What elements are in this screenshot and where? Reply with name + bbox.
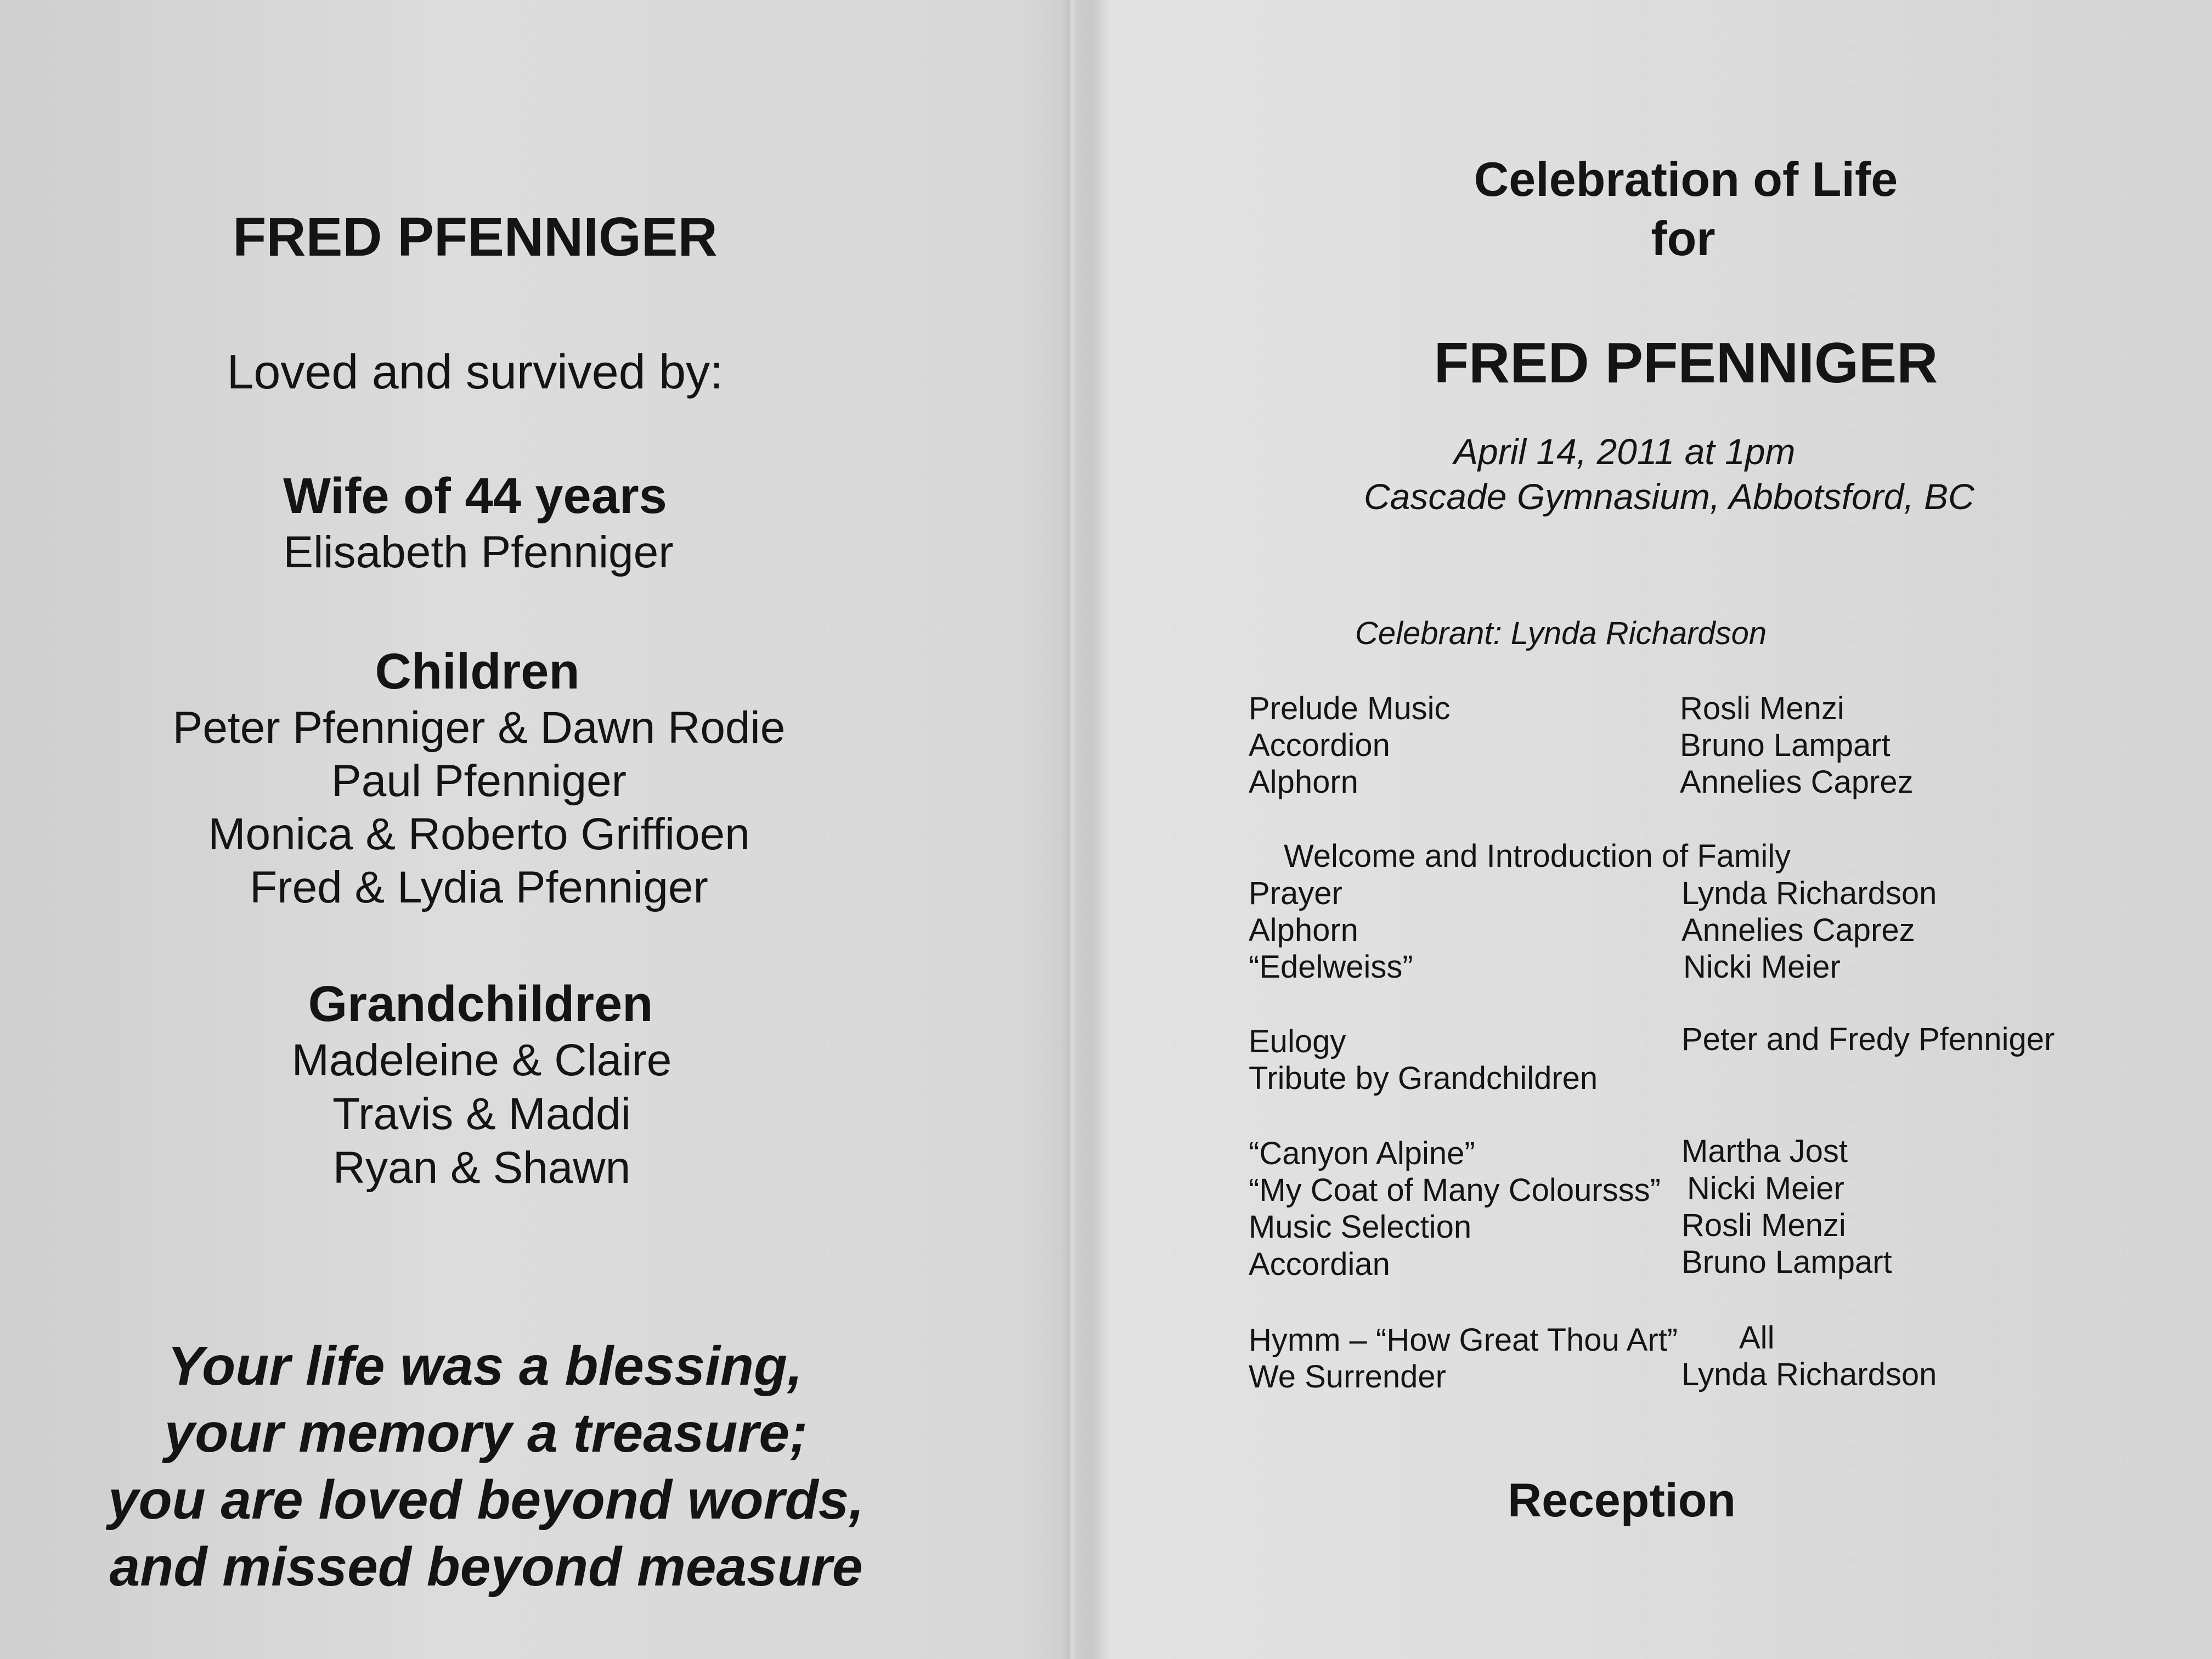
program-item: Alphorn bbox=[1249, 912, 1358, 948]
program-item: Accordion bbox=[1249, 727, 1390, 763]
reception-heading: Reception bbox=[1508, 1474, 1736, 1527]
program-item: “Canyon Alpine” bbox=[1249, 1136, 1475, 1171]
program-item: “Edelweiss” bbox=[1249, 949, 1413, 985]
program-item: “My Coat of Many Coloursss” bbox=[1249, 1172, 1661, 1208]
grandchild-entry: Travis & Maddi bbox=[332, 1089, 631, 1139]
program-item: Welcome and Introduction of Family bbox=[1284, 838, 1791, 874]
memorial-quote-line: Your life was a blessing, bbox=[167, 1335, 803, 1397]
program-item: Accordian bbox=[1249, 1246, 1390, 1282]
program-person: Rosli Menzi bbox=[1680, 691, 1844, 726]
program-person: Annelies Caprez bbox=[1681, 912, 1915, 948]
grandchildren-heading: Grandchildren bbox=[308, 976, 653, 1032]
left-page bbox=[0, 0, 1064, 1659]
program-person: Nicki Meier bbox=[1687, 1171, 1844, 1206]
program-person: Lynda Richardson bbox=[1681, 876, 1937, 911]
survived-by-intro: Loved and survived by: bbox=[227, 345, 724, 399]
program-item: Music Selection bbox=[1249, 1209, 1472, 1245]
memorial-quote-line: and missed beyond measure bbox=[109, 1536, 863, 1598]
deceased-name: FRED PFENNIGER bbox=[233, 206, 718, 268]
wife-name: Elisabeth Pfenniger bbox=[283, 527, 674, 577]
child-entry: Monica & Roberto Griffioen bbox=[208, 809, 750, 859]
children-heading: Children bbox=[375, 644, 580, 699]
program-item: Tribute by Grandchildren bbox=[1249, 1060, 1598, 1096]
program-item: Alphorn bbox=[1249, 764, 1358, 800]
service-location: Cascade Gymnasium, Abbotsford, BC bbox=[1364, 476, 1974, 517]
right-page bbox=[1075, 0, 2212, 1659]
program-item: Prayer bbox=[1249, 876, 1342, 911]
grandchild-entry: Ryan & Shawn bbox=[332, 1143, 631, 1193]
program-item: Prelude Music bbox=[1249, 691, 1451, 726]
program-item: We Surrender bbox=[1249, 1359, 1446, 1395]
program-item: Hymm – “How Great Thou Art” bbox=[1249, 1322, 1678, 1358]
wife-heading: Wife of 44 years bbox=[283, 468, 667, 524]
program-person: Bruno Lampart bbox=[1681, 1244, 1892, 1280]
program-item: Eulogy bbox=[1249, 1024, 1346, 1059]
program-person: Rosli Menzi bbox=[1681, 1207, 1846, 1243]
program-person: All bbox=[1739, 1320, 1775, 1356]
program-person: Martha Jost bbox=[1681, 1133, 1848, 1169]
program-person: Nicki Meier bbox=[1683, 949, 1841, 985]
memorial-quote-line: you are loved beyond words, bbox=[108, 1469, 865, 1531]
memorial-quote-line: your memory a treasure; bbox=[164, 1402, 808, 1464]
program-person: Peter and Fredy Pfenniger bbox=[1681, 1022, 2055, 1057]
service-date-time: April 14, 2011 at 1pm bbox=[1454, 431, 1796, 472]
program-person: Annelies Caprez bbox=[1680, 764, 1914, 800]
program-person: Bruno Lampart bbox=[1680, 727, 1891, 763]
grandchild-entry: Madeleine & Claire bbox=[291, 1035, 672, 1085]
service-title: Celebration of Life bbox=[1474, 152, 1898, 206]
child-entry: Paul Pfenniger bbox=[331, 756, 627, 806]
program-person: Lynda Richardson bbox=[1681, 1357, 1937, 1392]
service-title-for: for bbox=[1651, 211, 1716, 266]
child-entry: Fred & Lydia Pfenniger bbox=[250, 862, 708, 912]
child-entry: Peter Pfenniger & Dawn Rodie bbox=[172, 703, 786, 753]
deceased-name-right: FRED PFENNIGER bbox=[1434, 331, 1938, 395]
celebrant: Celebrant: Lynda Richardson bbox=[1355, 616, 1767, 651]
